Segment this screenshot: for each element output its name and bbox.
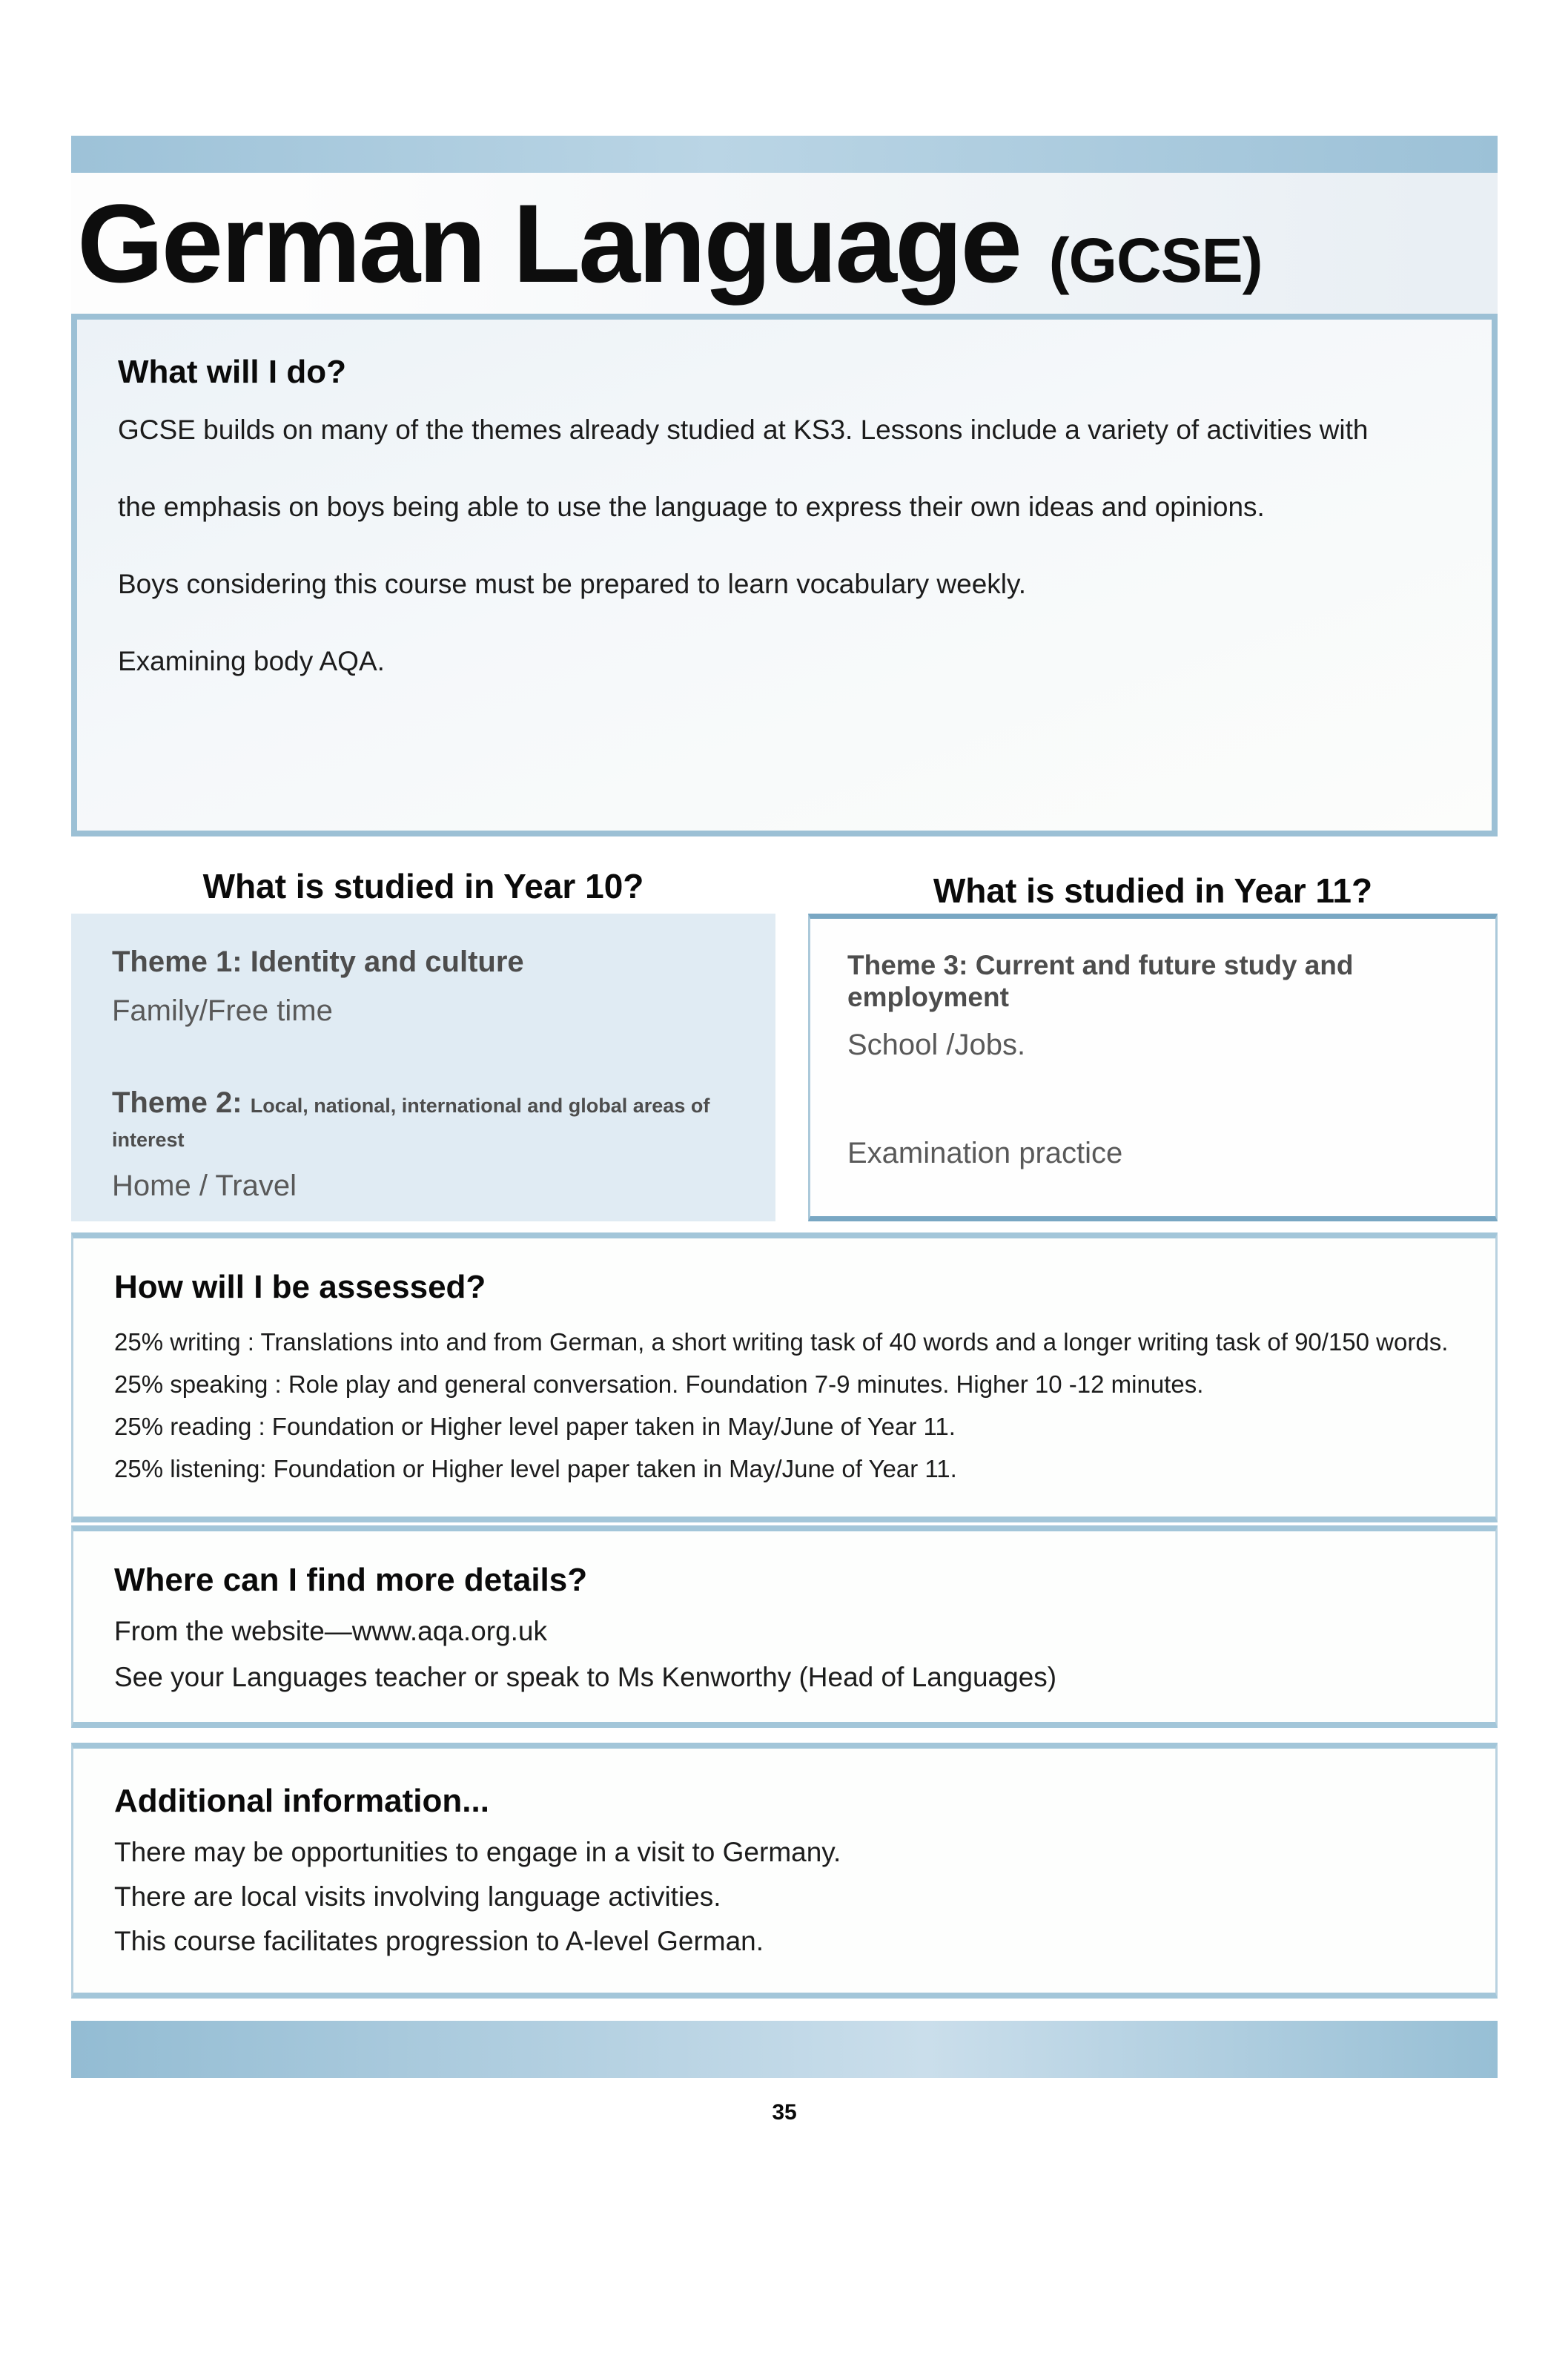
- additional-info-heading: Additional information...: [114, 1783, 489, 1819]
- page-title: [77, 181, 1263, 306]
- year11-box: [808, 914, 1498, 1221]
- intro-line: the emphasis on boys being able to use the language to express their own ideas and opinions.: [118, 491, 1265, 522]
- theme2-detail: Home / Travel: [112, 1169, 297, 1202]
- year10-column: [71, 864, 775, 1221]
- additional-info-box: [71, 1743, 1498, 1999]
- page-title-suffix: (GCSE): [1048, 225, 1263, 295]
- assessment-line: 25% listening: Foundation or Higher level paper taken in May/June of Year 11.: [114, 1454, 957, 1482]
- additional-line: There may be opportunities to engage in a visit to Germany.: [114, 1836, 841, 1867]
- additional-line: This course facilitates progression to A-level German.: [114, 1925, 764, 1956]
- year11-column: [808, 864, 1498, 1221]
- intro-line: Examining body AQA.: [118, 645, 385, 676]
- assessment-line: 25% reading : Foundation or Higher level paper taken in May/June of Year 11.: [114, 1412, 956, 1440]
- title-band: [71, 173, 1498, 314]
- year10-box: [71, 914, 775, 1221]
- additional-line: There are local visits involving language activities.: [114, 1881, 721, 1912]
- top-accent-bar: [71, 136, 1498, 173]
- year-section: [71, 864, 1498, 1221]
- theme3-detail: School /Jobs.: [847, 1029, 1026, 1062]
- theme3-label: Theme 3: Current and future study and employment: [847, 950, 1354, 1012]
- what-will-i-do-heading: What will I do?: [118, 354, 346, 390]
- details-line: From the website—www.aqa.org.uk: [114, 1615, 548, 1646]
- intro-line: GCSE builds on many of the themes already studied at KS3. Lessons include a variety of activities with: [118, 414, 1369, 445]
- theme2-label-main: Theme 2:: [112, 1086, 251, 1119]
- page-number: 35: [772, 2100, 797, 2125]
- more-details-box: [71, 1525, 1498, 1728]
- intro-line: Boys considering this course must be prepared to learn vocabulary weekly.: [118, 568, 1027, 599]
- how-assessed-heading: How will I be assessed?: [114, 1269, 486, 1305]
- assessment-line: 25% speaking : Role play and general conversation. Foundation 7-9 minutes. Higher 10 -12 minutes.: [114, 1370, 1204, 1398]
- theme2-label: [112, 1086, 753, 1154]
- year10-heading: What is studied in Year 10?: [202, 867, 644, 905]
- theme1-label: Theme 1: Identity and culture: [112, 946, 524, 978]
- what-will-i-do-box: [71, 314, 1498, 836]
- year11-heading: What is studied in Year 11?: [933, 871, 1373, 910]
- page-content: [71, 136, 1498, 2125]
- examination-practice: Examination practice: [847, 1137, 1123, 1170]
- theme1-detail: Family/Free time: [112, 994, 333, 1027]
- more-details-heading: Where can I find more details?: [114, 1562, 588, 1598]
- assessment-line: 25% writing : Translations into and from German, a short writing task of 40 words and a longer writing task of 90/150 words.: [114, 1327, 1449, 1356]
- details-line: See your Languages teacher or speak to Ms Kenworthy (Head of Languages): [114, 1661, 1057, 1692]
- theme2-label-sub: Local, national, international and global areas of interest: [112, 1095, 710, 1151]
- how-assessed-box: [71, 1232, 1498, 1522]
- bottom-accent-bar: [71, 2021, 1498, 2078]
- page-title-text: German Language: [77, 181, 1049, 306]
